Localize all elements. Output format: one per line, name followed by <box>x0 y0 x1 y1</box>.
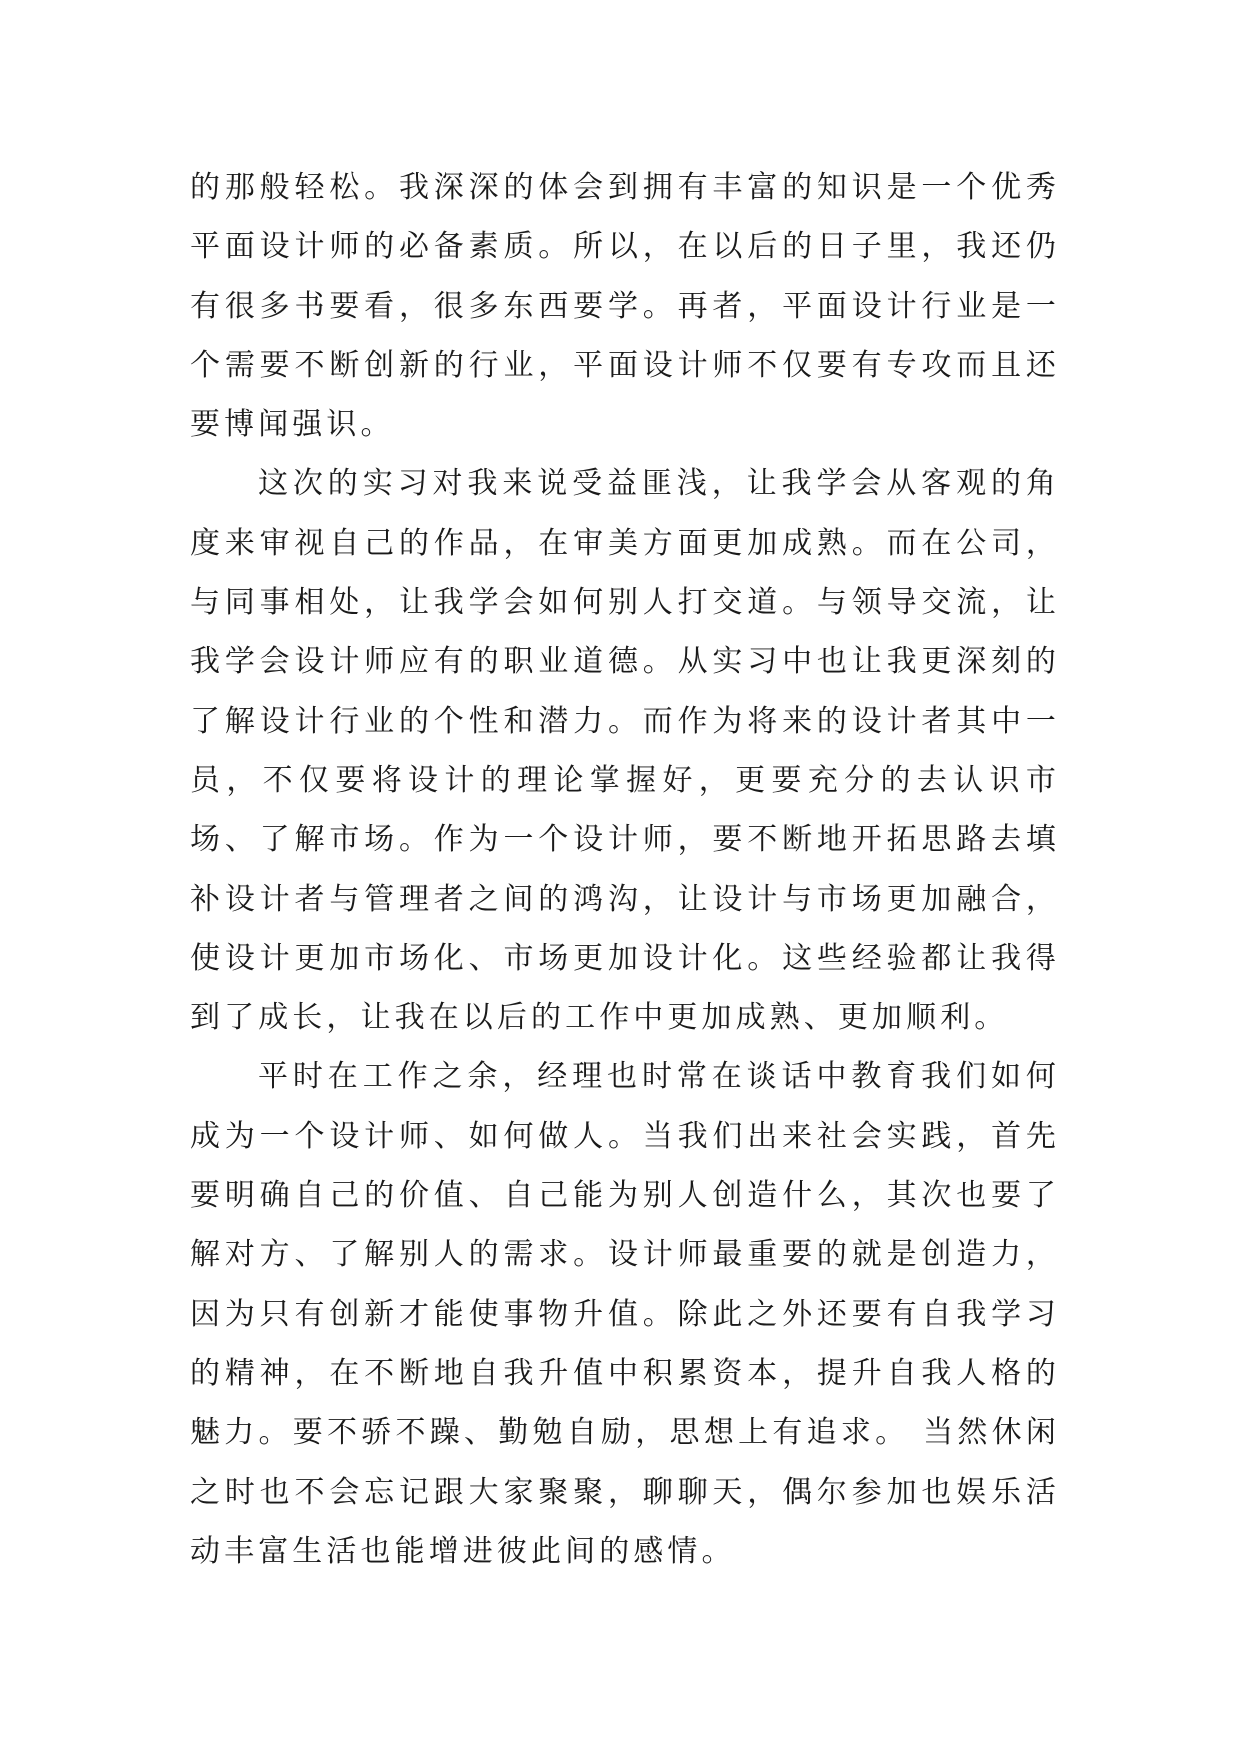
paragraph-2: 这次的实习对我来说受益匪浅，让我学会从客观的角度来审视自己的作品，在审美方面更加成熟。而在公司，与同事相处，让我学会如何别人打交道。与领导交流，让我学会设计师应有的职业道德。从实习中也让我更深刻的了解设计行业的个性和潜力。而作为将来的设计者其中一员，不仅要将设计的理论掌握好，更要充分的去认识市场、了解市场。作为一个设计师，要不断地开拓思路去填补设计者与管理者之间的鸿沟，让设计与市场更加融合，使设计更加市场化、市场更加设计化。这些经验都让我得到了成长，让我在以后的工作中更加成熟、更加顺利。 <box>190 466 1060 1036</box>
body-text <box>190 158 1060 1581</box>
paragraph-3: 平时在工作之余，经理也时常在谈话中教育我们如何成为一个设计师、如何做人。当我们出来社会实践，首先要明确自己的价值、自己能为别人创造什么，其次也要了解对方、了解别人的需求。设计师最重要的就是创造力，因为只有创新才能使事物升值。除此之外还要有自我学习的精神，在不断地自我升值中积累资本，提升自我人格的魅力。要不骄不躁、勤勉自励，思想上有追求。 当然休闲之时也不会忘记跟大家聚聚，聊聊天，偶尔参加也娱乐活动丰富生活也能增进彼此间的感情。 <box>190 1059 1060 1569</box>
paragraph-1: 的那般轻松。我深深的体会到拥有丰富的知识是一个优秀平面设计师的必备素质。所以，在以后的日子里，我还仍有很多书要看，很多东西要学。再者，平面设计行业是一个需要不断创新的行业，平面设计师不仅要有专攻而且还要博闻强识。 <box>190 170 1060 443</box>
